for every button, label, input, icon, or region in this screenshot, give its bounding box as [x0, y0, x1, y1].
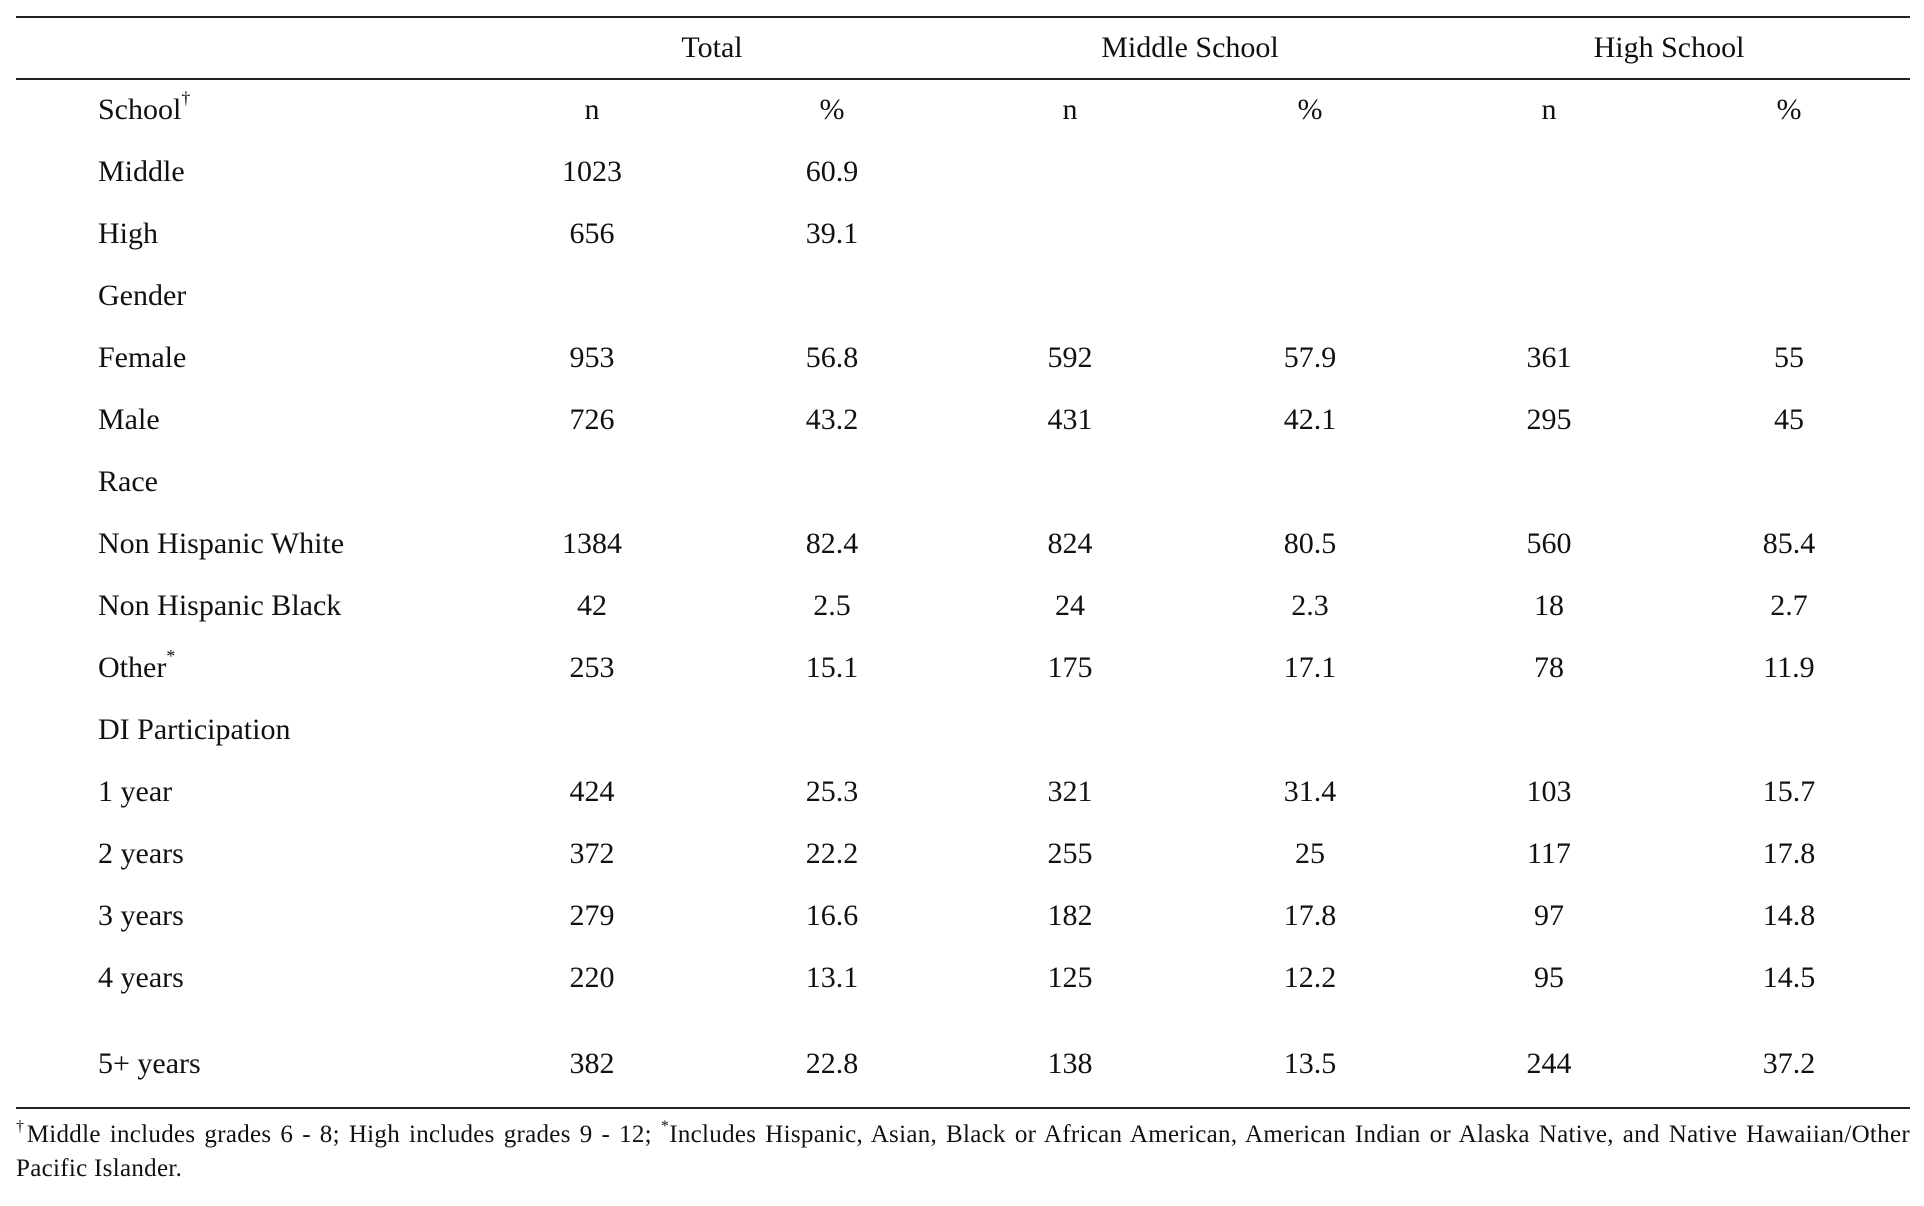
- table-row: [0, 398, 1924, 442]
- row-label: [98, 894, 184, 938]
- table-cell: 361: [1526, 341, 1572, 374]
- table-cell: 431: [1047, 403, 1093, 436]
- table-cell: 14.8: [1762, 899, 1816, 932]
- row-label-text: High: [98, 217, 158, 250]
- footnote-text-grades: Middle includes grades 6 - 8; High includes grades 9 - 12;: [26, 1121, 661, 1148]
- table-row: [0, 522, 1924, 566]
- table-cell: 424: [569, 775, 615, 808]
- table-cell: 2.5: [813, 589, 851, 622]
- table-cell: 244: [1526, 1047, 1572, 1080]
- table-row: [0, 584, 1924, 628]
- group-header-high-school: High School: [1593, 31, 1745, 64]
- table-cell: 37.2: [1762, 1047, 1816, 1080]
- table-cell: 255: [1047, 837, 1093, 870]
- row-label: [98, 1042, 201, 1086]
- table-cell: n: [584, 93, 600, 126]
- table-cell: 17.8: [1283, 899, 1337, 932]
- row-label: [98, 770, 172, 814]
- table-cell: 42: [577, 589, 607, 622]
- row-label-text: Gender: [98, 279, 187, 312]
- row-label-text: 5+ years: [98, 1047, 201, 1080]
- footnote-mark: †: [181, 88, 191, 108]
- table-cell: 15.1: [805, 651, 859, 684]
- table-row: [0, 460, 1924, 504]
- table-cell: 824: [1047, 527, 1093, 560]
- table-cell: 25: [1295, 837, 1325, 870]
- table-cell: 22.2: [805, 837, 859, 870]
- row-label: [98, 584, 341, 628]
- row-label-text: Female: [98, 341, 187, 374]
- table-cell: 16.6: [805, 899, 859, 932]
- table-cell: 138: [1047, 1047, 1093, 1080]
- table-cell: 1023: [562, 155, 622, 188]
- row-label: [98, 522, 344, 566]
- table-cell: 726: [569, 403, 615, 436]
- row-label: [98, 646, 175, 690]
- table-cell: 182: [1047, 899, 1093, 932]
- table-cell: %: [819, 93, 845, 126]
- table-cell: 2.3: [1291, 589, 1329, 622]
- group-header-middle-school: Middle School: [1101, 31, 1279, 64]
- table-cell: 560: [1526, 527, 1572, 560]
- row-label-text: Middle: [98, 155, 185, 188]
- footnote-asterisk-mark: *: [660, 1117, 670, 1135]
- row-label-text: Other: [98, 651, 167, 684]
- table-cell: 103: [1526, 775, 1572, 808]
- row-label-text: School: [98, 93, 182, 126]
- table-footnote: [16, 1118, 1910, 1186]
- table-cell: 95: [1534, 961, 1564, 994]
- table-cell: 14.5: [1762, 961, 1816, 994]
- table-cell: 279: [569, 899, 615, 932]
- row-label: [98, 150, 185, 194]
- table-cell: 372: [569, 837, 615, 870]
- row-label: [98, 336, 186, 380]
- row-label: [98, 832, 184, 876]
- group-header-total: Total: [681, 31, 743, 64]
- table-cell: 382: [569, 1047, 615, 1080]
- table-cell: %: [1776, 93, 1802, 126]
- row-label: [98, 460, 158, 504]
- table-cell: 2.7: [1770, 589, 1808, 622]
- table-cell: 17.1: [1283, 651, 1337, 684]
- table-row: [0, 646, 1924, 690]
- table-cell: 17.8: [1762, 837, 1816, 870]
- table-row: [0, 1042, 1924, 1086]
- table-cell: 18: [1534, 589, 1564, 622]
- table-cell: 953: [569, 341, 615, 374]
- table-cell: 125: [1047, 961, 1093, 994]
- row-label: [98, 956, 184, 1000]
- table-cell: 97: [1534, 899, 1564, 932]
- table-row: [0, 832, 1924, 876]
- table-top-rule: [16, 16, 1910, 18]
- table-cell: 22.8: [805, 1047, 859, 1080]
- table-cell: 175: [1047, 651, 1093, 684]
- table-cell: 31.4: [1283, 775, 1337, 808]
- table-cell: 42.1: [1283, 403, 1337, 436]
- table-cell: 11.9: [1763, 651, 1815, 684]
- table-cell: 13.5: [1283, 1047, 1337, 1080]
- table-cell: 25.3: [805, 775, 859, 808]
- table-row: [0, 88, 1924, 132]
- table-cell: 80.5: [1283, 527, 1337, 560]
- table-cell: 56.8: [805, 341, 859, 374]
- table-header-rule: [16, 78, 1910, 80]
- table-cell: 295: [1526, 403, 1572, 436]
- table-row: [0, 894, 1924, 938]
- table-cell: 60.9: [805, 155, 859, 188]
- table-row: [0, 336, 1924, 380]
- row-label: [98, 88, 190, 132]
- footnote-text-race: Includes Hispanic, Asian, Black or African American, American Indian or Alaska Native, and Native Hawaiian/Other Pacific Islander.: [16, 1121, 1910, 1182]
- table-cell: 1384: [562, 527, 622, 560]
- table-cell: n: [1541, 93, 1557, 126]
- table-row: [0, 956, 1924, 1000]
- table-cell: 24: [1055, 589, 1085, 622]
- table-cell: 321: [1047, 775, 1093, 808]
- table-cell: %: [1297, 93, 1323, 126]
- row-label-text: Race: [98, 465, 158, 498]
- row-label: [98, 274, 186, 318]
- table-row: [0, 150, 1924, 194]
- table-cell: 39.1: [805, 217, 859, 250]
- table-row: [0, 274, 1924, 318]
- table-cell: 45: [1774, 403, 1804, 436]
- table-cell: 13.1: [805, 961, 859, 994]
- table-cell: 15.7: [1762, 775, 1816, 808]
- row-label-text: 4 years: [98, 961, 184, 994]
- footnote-mark: *: [166, 646, 176, 666]
- row-label-text: Male: [98, 403, 160, 436]
- table-cell: 220: [569, 961, 615, 994]
- table-cell: n: [1062, 93, 1078, 126]
- table-cell: 253: [569, 651, 615, 684]
- table-row: [0, 212, 1924, 256]
- row-label-text: 1 year: [98, 775, 173, 808]
- row-label: [98, 212, 158, 256]
- row-label-text: Non Hispanic Black: [98, 589, 342, 622]
- table-cell: 78: [1534, 651, 1564, 684]
- row-label-text: 3 years: [98, 899, 184, 932]
- row-label: [98, 398, 160, 442]
- table-cell: 117: [1527, 837, 1571, 870]
- row-label: [98, 708, 290, 752]
- table-row: [0, 770, 1924, 814]
- footnote-dagger-mark: †: [16, 1117, 27, 1135]
- table-bottom-rule: [16, 1107, 1910, 1109]
- table-cell: 82.4: [805, 527, 859, 560]
- table-cell: 55: [1774, 341, 1804, 374]
- table-cell: 656: [569, 217, 615, 250]
- table-cell: 85.4: [1762, 527, 1816, 560]
- row-label-text: Non Hispanic White: [98, 527, 345, 560]
- table-cell: 43.2: [805, 403, 859, 436]
- table-cell: 592: [1047, 341, 1093, 374]
- table-cell: 12.2: [1283, 961, 1337, 994]
- table-cell: 57.9: [1283, 341, 1337, 374]
- table-row: [0, 708, 1924, 752]
- row-label-text: DI Participation: [98, 713, 291, 746]
- row-label-text: 2 years: [98, 837, 184, 870]
